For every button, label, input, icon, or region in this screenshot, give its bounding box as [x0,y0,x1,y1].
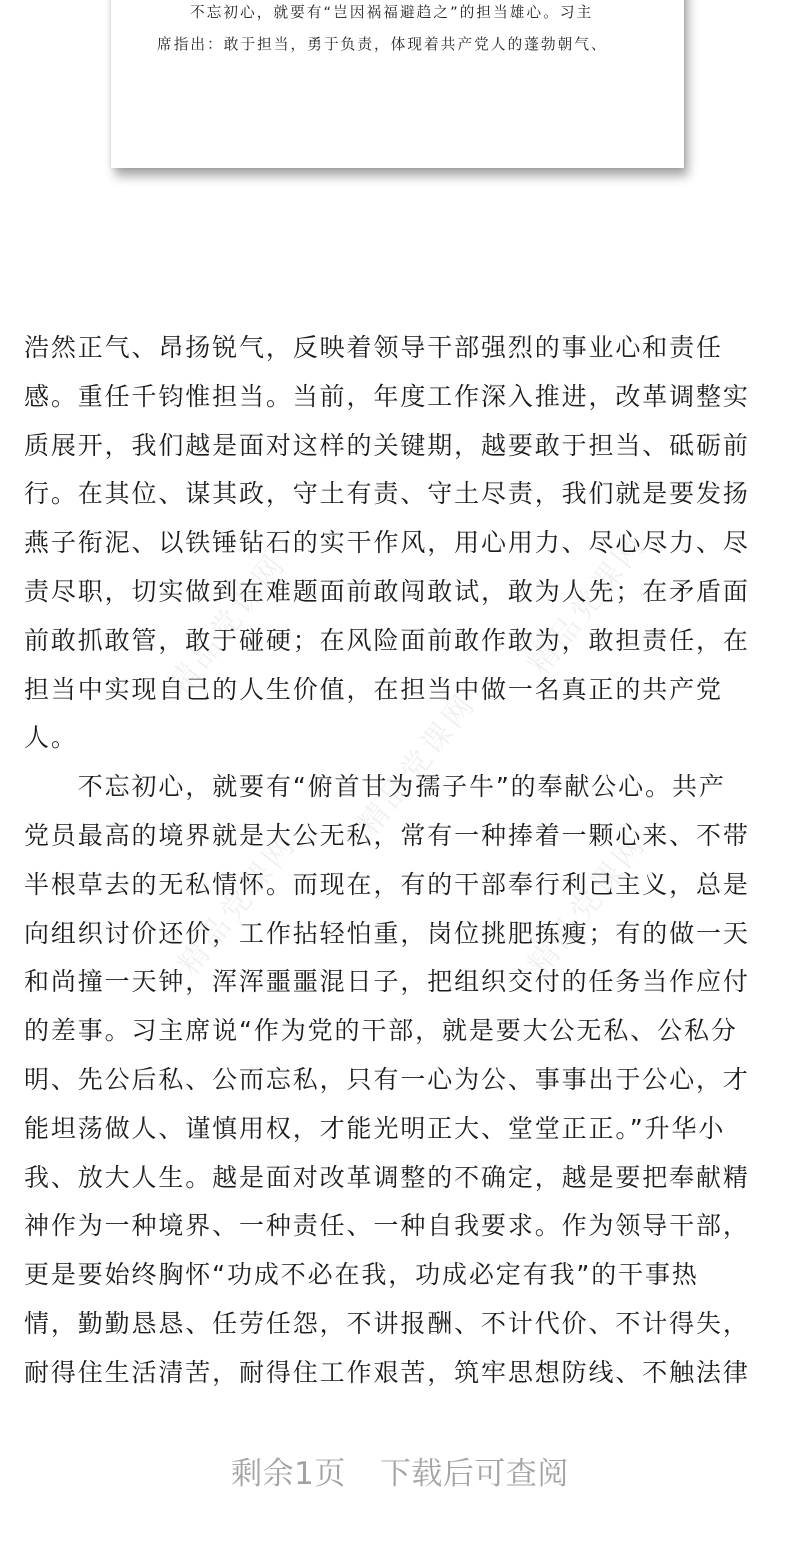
document-body [24,330,784,1404]
watermark: 精品党课网 [351,686,484,842]
download-to-view-label[interactable]: 下载后可查阅 [379,1456,569,1492]
document-line: 向组织讨价还价，工作拈轻怕重，岗位挑肥拣瘦；有的做一天 [24,918,750,948]
document-line: 质展开，我们越是面对这样的关键期，越要敢于担当、砥砺前 [24,430,750,460]
document-line: 前敢抓敢管，敢于碰硬；在风险面前敢作敢为，敢担责任，在 [24,625,750,655]
paragraph-start-line: 不忘初心，就要有“俯首甘为孺子牛”的奉献公心。共产 [77,772,726,802]
document-line: 情，勤勤恳恳、任劳任怨，不讲报酬、不计代价、不计得失， [24,1308,750,1338]
document-line: 党员最高的境界就是大公无私，常有一种捧着一颗心来、不带 [24,820,750,850]
remaining-pages-label: 剩余1页 [231,1456,346,1492]
remaining-pages-download-prompt[interactable] [0,1448,800,1493]
document-line: 半根草去的无私情怀。而现在，有的干部奉行利己主义，总是 [24,869,750,899]
document-line: 责尽职，切实做到在难题面前敢闯敢试，敢为人先；在矛盾面 [24,576,750,606]
document-line: 行。在其位、谋其政，守土有责、守土尽责，我们就是要发扬 [24,479,750,509]
document-line: 的差事。习主席说“作为党的干部，就是要大公无私、公私分 [24,1016,738,1046]
document-line: 更是要始终胸怀“功成不必在我，功成必定有我”的干事热 [24,1260,699,1290]
preview-text-line: 不忘初心，就要有“岂因祸福避趋之”的担当雄心。习主 [190,4,594,21]
document-line: 燕子衔泥、以铁锤钻石的实干作风，用心用力、尽心尽力、尽 [24,528,750,558]
document-line: 能坦荡做人、谨慎用权，才能光明正大、堂堂正正。”升华小 [24,1113,726,1143]
preview-text-line: 席指出：敢于担当，勇于负责，体现着共产党人的蓬勃朝气、 [157,36,608,53]
watermark: 精品党课网 [521,826,654,982]
previous-page-preview-card [111,0,684,168]
document-line: 我、放大人生。越是面对改革调整的不确定，越是要把奉献精 [24,1162,750,1192]
document-line: 和尚撞一天钟，浑浑噩噩混日子，把组织交付的任务当作应付 [24,967,750,997]
watermark: 精品党课网 [161,546,294,702]
document-line: 人。 [24,723,78,753]
document-line: 明、先公后私、公而忘私，只有一心为公、事事出于公心，才 [24,1064,750,1094]
document-line: 浩然正气、昂扬锐气，反映着领导干部强烈的事业心和责任 [24,333,723,362]
document-line: 耐得住生活清苦，耐得住工作艰苦，筑牢思想防线、不触法律 [24,1357,750,1387]
document-line: 担当中实现自己的人生价值，在担当中做一名真正的共产党 [24,674,723,704]
document-line: 神作为一种境界、一种责任、一种自我要求。作为领导干部， [24,1211,750,1241]
watermark: 精品党课网 [171,826,304,982]
document-line: 感。重任千钧惟担当。当前，年度工作深入推进，改革调整实 [24,381,750,411]
watermark: 精品党课网 [521,526,654,682]
